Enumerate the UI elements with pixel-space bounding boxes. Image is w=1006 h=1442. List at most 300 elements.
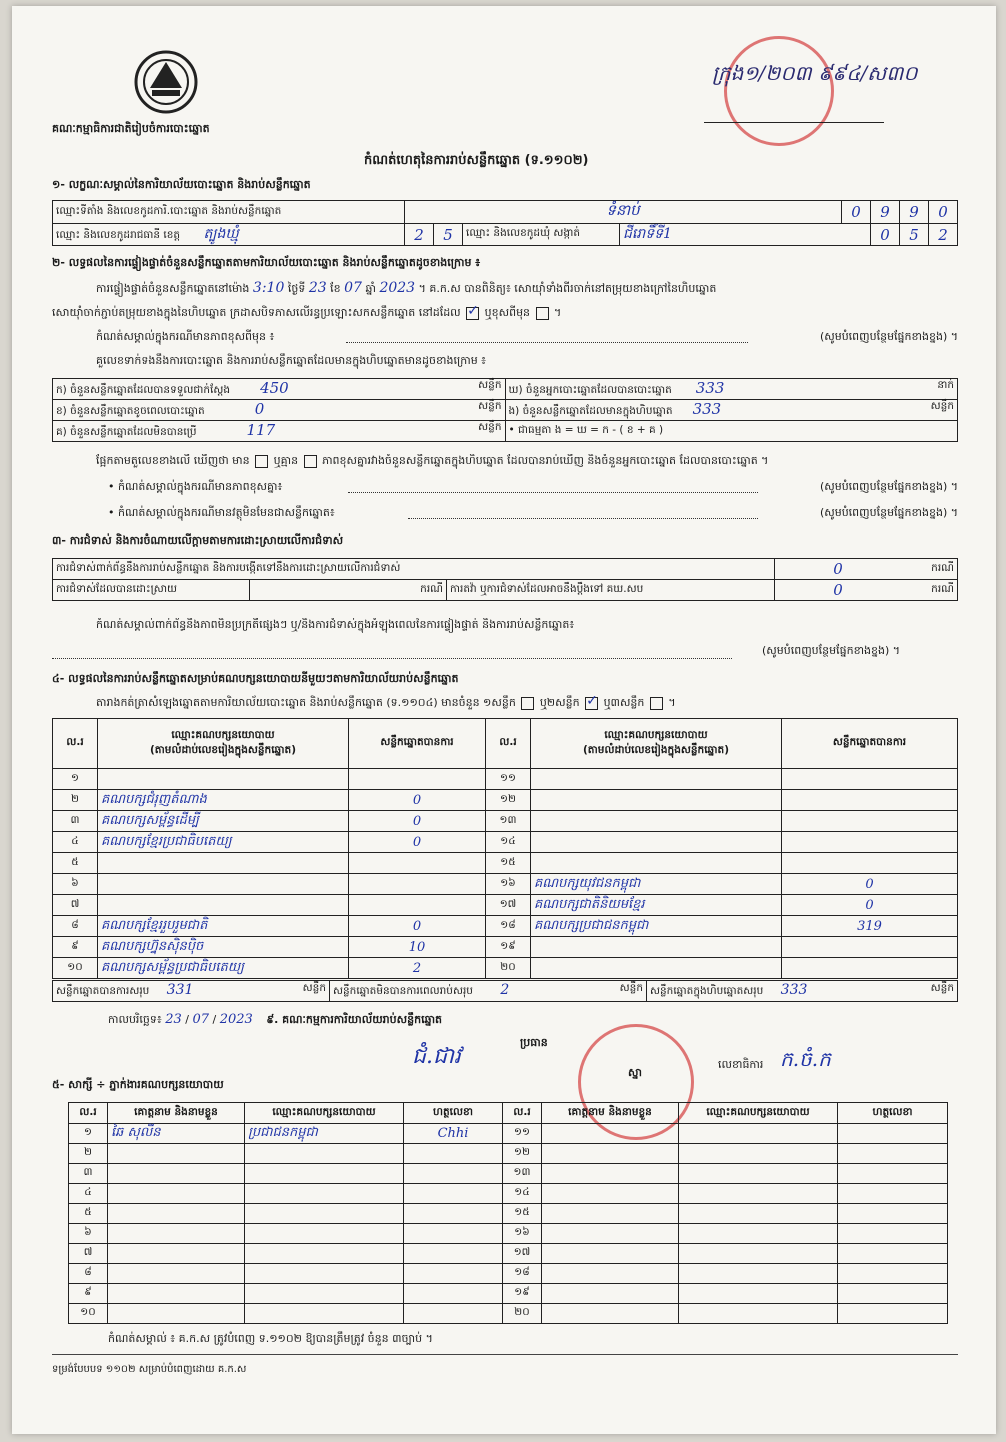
witness-party-right: [679, 1224, 838, 1244]
bullet-foreign-object-label: • កំណត់សម្គាល់ក្នុងករណីមានវត្ថុមិនមែនជាសន្លឹកឆ្នោត៖: [108, 506, 335, 519]
irregularity-note: កំណត់សម្គាល់ពាក់ព័ន្ធនឹងភាពមិនប្រក្រតីផ្សេងៗ ឬ/និងការជំទាស់ក្នុងអំឡុងពេលនៃការផ្ទៀងផ្ទាត់ និងការរាប់សន្លឹកឆ្នោត៖: [96, 618, 575, 631]
witness-signature-right: [838, 1284, 948, 1304]
table-row: [69, 1264, 948, 1284]
w-col-party-left: ឈ្មោះគណបក្សនយោបាយ: [245, 1103, 404, 1124]
witness-no-left: ២: [69, 1144, 108, 1164]
witness-no-right: ១៦: [503, 1224, 542, 1244]
witness-no-right: ២០: [503, 1304, 542, 1324]
witness-party-right: [679, 1204, 838, 1224]
row-no-right: ១៧: [486, 895, 531, 916]
commune-label: ឈ្មោះ និងលេខកូដឃុំ សង្កាត់: [463, 224, 620, 246]
witness-party-left: [245, 1264, 404, 1284]
row-no-right: ១៤: [486, 832, 531, 853]
appealable-label: ការតវ៉ា ឬការជំទាស់ដែលអាចនឹងប្តឹងទៅ គឃ.សប: [447, 580, 775, 601]
complaints-unit: ករណី: [901, 559, 958, 580]
party-name-left: គណបក្សជំរុញតំណាង: [98, 790, 349, 811]
two-sheets-label: ឬ២សន្លឹក: [539, 696, 580, 709]
party-name-right: [531, 958, 782, 979]
witness-name-right: [542, 1224, 679, 1244]
form-title: កំណត់ហេតុនៃការរាប់សន្លឹកឆ្នោត (ទ.១១០២): [364, 153, 589, 168]
table-row: [69, 1144, 948, 1164]
appealable-count: 0: [775, 580, 902, 601]
witness-name-left: [108, 1164, 245, 1184]
witness-signature-left: [404, 1204, 503, 1224]
witness-signature-right: [838, 1264, 948, 1284]
change-note-label: កំណត់សម្គាល់ក្នុងករណីមានភាពខុសពីមុន ៖: [96, 330, 275, 343]
party-name-right: [531, 769, 782, 790]
bullet-discrepancy-dots: [348, 492, 758, 493]
col-party-right-subtitle: (តាមលំដាប់លេខរៀងក្នុងសន្លឹកឆ្នោត): [582, 743, 730, 756]
station-table: [52, 200, 958, 246]
changed-checkbox[interactable]: [536, 307, 549, 320]
witness-no-left: ៣: [69, 1164, 108, 1184]
witness-signature-right: [838, 1184, 948, 1204]
party-name-right: [531, 853, 782, 874]
w-col-sign-left: ហត្ថលេខា: [404, 1103, 503, 1124]
witness-name-right: [542, 1284, 679, 1304]
witness-no-left: ៥: [69, 1204, 108, 1224]
party-name-right: [531, 790, 782, 811]
witness-signature-right: [838, 1304, 948, 1324]
row-no-left: ៦: [53, 874, 98, 895]
witness-signature-left: [404, 1184, 503, 1204]
station-name: ទំនាប់: [405, 201, 842, 224]
col-votes-right: សន្លឹកឆ្នោតបានការ: [782, 719, 958, 769]
signers-label: ៩. គណៈកម្មការការិយាល័យរាប់សន្លឹកឆ្នោត: [266, 1013, 443, 1026]
official-stamp-top: [724, 36, 834, 146]
province-row: [53, 224, 405, 246]
province-code-1: 2: [405, 224, 434, 246]
total-box-value: 333: [780, 982, 808, 998]
w-col-name-left: គោត្តនាម និងនាមខ្លួន: [108, 1103, 245, 1124]
secretary-signature: ក.ចំ.ក: [780, 1047, 831, 1071]
change-note-fill-hint: (សូមបំពេញបន្ថែមផ្នែកខាងខ្នង) ។: [819, 330, 958, 343]
witness-name-left: [108, 1244, 245, 1264]
date-year: 2023: [219, 1012, 253, 1027]
voters-unit: នាក់: [937, 379, 954, 391]
unchanged-checkbox[interactable]: [466, 307, 479, 320]
formula: • ជាធម្មតា ង = ឃ = ក - ( ខ + គ ): [505, 421, 958, 442]
witness-name-left: [108, 1264, 245, 1284]
table-row: [69, 1244, 948, 1264]
voters-cell: [505, 379, 958, 400]
date-month: 07: [192, 1012, 210, 1027]
table-row: [53, 937, 958, 958]
month-label: ខែ: [330, 282, 341, 295]
total-box-label: សន្លឹកឆ្នោតក្នុងហិបឆ្នោតសរុប: [650, 985, 764, 997]
witness-no-left: ៩: [69, 1284, 108, 1304]
witness-no-left: ៧: [69, 1244, 108, 1264]
tally-sheet-count: តារាងកត់ត្រាសំឡេងឆ្នោតតាមការិយាល័យបោះឆ្នោត និងរាប់សន្លឹកឆ្នោត (ទ.១១០៤) មានចំនួន ១សន្លឹក ឬ២សន្លឹក ✓ ឬ៣សន្លឹក ។: [96, 696, 676, 712]
total-valid-cell: [53, 981, 330, 1002]
bullet-discrepancy-label: • កំណត់សម្គាល់ក្នុងករណីមានភាពខុសគ្នា៖: [108, 480, 283, 493]
row-no-right: ១៦: [486, 874, 531, 895]
table-row: [53, 853, 958, 874]
no-discrepancy-label: ឬគ្មាន: [273, 454, 299, 467]
votes-left: [349, 874, 486, 895]
votes-left: [349, 895, 486, 916]
witness-party-left: [245, 1304, 404, 1324]
document-page: [12, 6, 996, 1434]
row-no-left: ២: [53, 790, 98, 811]
witness-no-right: ១១: [503, 1124, 542, 1144]
witness-name-right: [542, 1304, 679, 1324]
president-label: ប្រធាន: [520, 1036, 548, 1049]
in-box-value: 333: [692, 400, 722, 418]
witness-name-left: [108, 1304, 245, 1324]
total-invalid-unit: សន្លឹក: [619, 982, 643, 994]
col-no-left: ល.រ: [53, 719, 98, 769]
w-col-name-right: គោត្តនាម និងនាមខ្លួន: [542, 1103, 679, 1124]
handwritten-ref: ក្រុង១/២០៣ ៩៩៤/ស៣០: [712, 61, 918, 85]
witness-party-left: [245, 1224, 404, 1244]
row-no-left: ៧: [53, 895, 98, 916]
col-party-left: [98, 719, 349, 769]
verification-time-label: ការផ្ទៀងផ្ទាត់ចំនួនសន្លឹកឆ្នោតនៅម៉ោង: [96, 282, 250, 295]
witness-name-left: ឆៃ សុលីន: [108, 1124, 245, 1144]
witness-name-right: [542, 1184, 679, 1204]
witness-party-right: [679, 1284, 838, 1304]
table-row: [53, 958, 958, 979]
total-valid-value: 331: [166, 982, 194, 998]
station-code-1: 0: [842, 201, 871, 224]
commune-code-1: 0: [871, 224, 900, 246]
votes-right: 319: [782, 916, 958, 937]
section1-heading: ១- លក្ខណៈសម្គាល់នៃការិយាល័យបោះឆ្នោត និងរាប់សន្លឹកឆ្នោត: [52, 178, 311, 191]
tally-sheet-text: តារាងកត់ត្រាសំឡេងឆ្នោតតាមការិយាល័យបោះឆ្នោត និងរាប់សន្លឹកឆ្នោត (ទ.១១០៤) មានចំនួន ១សន្លឹក: [96, 696, 516, 709]
row-no-left: ៩: [53, 937, 98, 958]
party-name-left: គណបក្សសម្ព័ន្ធប្រជាធិបតេយ្យ: [98, 958, 349, 979]
table-row: [69, 1124, 948, 1144]
witness-no-right: ១២: [503, 1144, 542, 1164]
spoiled-unit: សន្លឹក: [478, 400, 502, 412]
president-signature: ជំ.ជាវ: [412, 1044, 461, 1069]
votes-left: [349, 853, 486, 874]
bullet-discrepancy-hint: (សូមបំពេញបន្ថែមផ្នែកខាងខ្នង) ។: [819, 480, 958, 493]
in-box-label: ង) ចំនួនសន្លឹកឆ្នោតដែលមានក្នុងហិបឆ្នោត: [508, 405, 673, 417]
w-col-no-left: ល.រ: [69, 1103, 108, 1124]
witness-party-left: ប្រជាជនកម្ពុជា: [245, 1124, 404, 1144]
witness-party-right: [679, 1164, 838, 1184]
table-row: [53, 769, 958, 790]
witness-name-left: [108, 1144, 245, 1164]
witness-no-left: ៤: [69, 1184, 108, 1204]
unused-value: 117: [246, 421, 276, 439]
party-name-left: គណបក្សហ្វ៊ុនស៊ិនប៉ិច: [98, 937, 349, 958]
witness-party-right: [679, 1244, 838, 1264]
party-name-left: [98, 895, 349, 916]
province-label: ឈ្មោះ និងលេខកូដរាជធានី ខេត្ត: [56, 229, 181, 241]
table-row: [53, 895, 958, 916]
row-no-right: ១១: [486, 769, 531, 790]
nec-emblem: [130, 48, 202, 116]
votes-right: [782, 853, 958, 874]
witness-signature-left: [404, 1164, 503, 1184]
witness-party-left: [245, 1184, 404, 1204]
discrepancy-text: ផ្អែកតាមតួលេខខាងលើ ឃើញថា មាន: [96, 454, 250, 467]
three-sheets-checkbox[interactable]: [650, 697, 663, 710]
secretary-label: លេខាធិការ: [718, 1058, 764, 1071]
votes-right: [782, 790, 958, 811]
complaints-count: 0: [775, 559, 902, 580]
table-row: [69, 1284, 948, 1304]
verification-day: 23: [308, 280, 327, 296]
col-party-left-subtitle: (តាមលំដាប់លេខរៀងក្នុងសន្លឹកឆ្នោត): [149, 743, 297, 756]
party-name-right: [531, 937, 782, 958]
received-value: 450: [260, 379, 289, 397]
table-row: [69, 1184, 948, 1204]
witness-name-left: [108, 1204, 245, 1224]
votes-left: 0: [349, 916, 486, 937]
witness-party-left: [245, 1144, 404, 1164]
witness-no-left: ១០: [69, 1304, 108, 1324]
row-no-left: ១: [53, 769, 98, 790]
witness-no-left: ៨: [69, 1264, 108, 1284]
table-row: [69, 1204, 948, 1224]
change-note-line: [96, 330, 958, 346]
received-unit: សន្លឹក: [478, 379, 502, 391]
two-sheets-checkbox[interactable]: [585, 697, 598, 710]
commune-code-2: 5: [900, 224, 929, 246]
appealable-unit: ករណី: [901, 580, 958, 601]
verification-time: 3:10: [252, 280, 285, 296]
spoiled-label: ខ) ចំនួនសន្លឹកឆ្នោតខូចពេលបោះឆ្នោត: [56, 405, 205, 417]
witness-party-right: [679, 1304, 838, 1324]
station-code-2: 9: [871, 201, 900, 224]
col-party-right: [531, 719, 782, 769]
witness-signature-left: [404, 1224, 503, 1244]
votes-left: 2: [349, 958, 486, 979]
party-name-right: [531, 832, 782, 853]
section4-heading: ៤- លទ្ធផលនៃការរាប់សន្លឹកឆ្នោតសម្រាប់គណបក្សនយោបាយនីមួយៗតាមការិយាល័យរាប់សន្លឹកឆ្នោត: [52, 672, 459, 685]
witness-name-right: [542, 1204, 679, 1224]
witness-party-left: [245, 1164, 404, 1184]
votes-left: 0: [349, 832, 486, 853]
commune-code-3: 2: [929, 224, 958, 246]
totals-row: [52, 980, 958, 1002]
discrepancy-text-2: ភាពខុសគ្នារវាងចំនួនសន្លឹកឆ្នោតក្នុងហិបឆ្នោត ដែលបានរាប់ឃើញ និងចំនួនអ្នកបោះឆ្នោត ដែលបានបោះឆ្នោត ។: [322, 454, 769, 467]
col-no-right: ល.រ: [486, 719, 531, 769]
witness-no-right: ១៣: [503, 1164, 542, 1184]
witness-name-right: [542, 1124, 679, 1144]
witness-party-right: [679, 1264, 838, 1284]
table-row: [69, 1224, 948, 1244]
footnote: កំណត់សម្គាល់ ៖ គ.ក.ស ត្រូវបំពេញ ទ.១១០២ ឱ្យបានត្រឹមត្រូវ ចំនួន ៣ច្បាប់ ។: [108, 1332, 433, 1345]
no-discrepancy-checkbox[interactable]: [304, 455, 317, 468]
ref-underline: [704, 122, 884, 123]
date-day: 23: [165, 1012, 182, 1027]
row-no-left: ៨: [53, 916, 98, 937]
spoiled-cell: [53, 400, 506, 421]
votes-left: [349, 769, 486, 790]
party-name-right: គណបក្សជាតិនិយមខ្មែរ: [531, 895, 782, 916]
witness-name-left: [108, 1184, 245, 1204]
received-label: ក) ចំនួនសន្លឹកឆ្នោតដែលបានទទួលជាក់ស្តែង: [56, 384, 231, 396]
verification-year: 2023: [379, 280, 416, 296]
bullet-foreign-object-dots: [408, 518, 758, 519]
in-box-cell: [505, 400, 958, 421]
committee-name: គណៈកម្មាធិការជាតិរៀបចំការបោះឆ្នោត: [52, 122, 210, 135]
votes-right: 0: [782, 874, 958, 895]
witness-party-right: [679, 1144, 838, 1164]
witness-signature-right: [838, 1204, 948, 1224]
irregularity-dots: [52, 658, 732, 659]
witness-no-right: ១៧: [503, 1244, 542, 1264]
resolved-label: ការជំទាស់ដែលបានដោះស្រាយ: [53, 580, 250, 601]
witness-name-right: [542, 1144, 679, 1164]
province-name: ត្បូងឃ្មុំ: [203, 226, 239, 242]
votes-right: [782, 937, 958, 958]
witness-signature-left: [404, 1304, 503, 1324]
row-no-right: ១៩: [486, 937, 531, 958]
commune-name: ជីរោទិ៍ទី1: [620, 224, 871, 246]
witness-party-left: [245, 1244, 404, 1264]
witness-party-left: [245, 1284, 404, 1304]
witness-name-right: [542, 1264, 679, 1284]
discrepancy-line: [96, 454, 966, 470]
party-results-table: [52, 718, 958, 979]
witness-signature-right: [838, 1124, 948, 1144]
witness-signature-left: [404, 1284, 503, 1304]
footer-rule: [52, 1354, 958, 1355]
verification-paragraph-2: សោយ៉ាំចាក់ភ្ជាប់តម្រុយខាងក្នុងនៃហិបឆ្នោត ក្រដាសបិទភាសលើរន្ធប្រឡោះសកសន្លឹកឆ្នោត នៅដដែល ✓ ឬខុសពីមុន ។: [52, 306, 561, 322]
in-box-unit: សន្លឹក: [930, 400, 954, 412]
table-row: [53, 874, 958, 895]
party-name-left: [98, 874, 349, 895]
row-no-right: ១៥: [486, 853, 531, 874]
total-box-cell: [647, 981, 958, 1002]
party-name-left: [98, 769, 349, 790]
votes-left: 0: [349, 811, 486, 832]
votes-right: [782, 958, 958, 979]
year-label: ឆ្នាំ: [365, 282, 376, 295]
witness-no-right: ១៥: [503, 1204, 542, 1224]
changed-label: ឬខុសពីមុន: [484, 306, 531, 319]
row-no-left: ១០: [53, 958, 98, 979]
row-no-left: ៥: [53, 853, 98, 874]
w-col-sign-right: ហត្ថលេខា: [838, 1103, 948, 1124]
bullet-foreign-object-hint: (សូមបំពេញបន្ថែមផ្នែកខាងខ្នង) ។: [819, 506, 958, 519]
witness-signature-left: [404, 1264, 503, 1284]
table-row: [53, 811, 958, 832]
change-note-dots: [346, 342, 748, 343]
section5-heading: ៥- សាក្សី ÷ ភ្នាក់ងារគណបក្សនយោបាយ: [52, 1078, 224, 1091]
table-row: [53, 916, 958, 937]
verification-month: 07: [344, 280, 362, 296]
table-row: [53, 832, 958, 853]
total-invalid-cell: [330, 981, 647, 1002]
w-col-no-right: ល.រ: [503, 1103, 542, 1124]
witness-no-right: ១៩: [503, 1284, 542, 1304]
party-name-left: គណបក្សខ្មែររួបរួមជាតិ: [98, 916, 349, 937]
witness-no-right: ១៨: [503, 1264, 542, 1284]
witness-signature-right: [838, 1144, 948, 1164]
witness-no-left: ៦: [69, 1224, 108, 1244]
irregularity-fill-hint: (សូមបំពេញបន្ថែមផ្នែកខាងខ្នង) ។: [762, 644, 901, 657]
bullet-discrepancy-note: [108, 480, 958, 496]
member-label: ស្នា: [628, 1066, 642, 1079]
station-code-4: 0: [929, 201, 958, 224]
col-party-right-title: ឈ្មោះគណបក្សនយោបាយ: [604, 728, 708, 741]
witness-name-left: [108, 1284, 245, 1304]
witness-no-left: ១: [69, 1124, 108, 1144]
witness-party-right: [679, 1184, 838, 1204]
witness-signature-right: [838, 1164, 948, 1184]
votes-left: 0: [349, 790, 486, 811]
votes-right: [782, 769, 958, 790]
witness-signature-right: [838, 1224, 948, 1244]
witness-signature-left: [404, 1144, 503, 1164]
row-no-right: ១៨: [486, 916, 531, 937]
row-no-right: ២០: [486, 958, 531, 979]
party-name-right: [531, 811, 782, 832]
total-box-unit: សន្លឹក: [930, 982, 954, 994]
verification-text: ។ គ.ក.ស បានពិនិត្យ៖ សោយ៉ាំទាំងពីរចាក់នៅតម្រុយខាងក្រៅនៃហិបឆ្នោត: [418, 282, 717, 295]
total-invalid-label: សន្លឹកឆ្នោតមិនបានការពេលរាប់សរុប: [333, 985, 473, 997]
witness-signature-left: [404, 1244, 503, 1264]
votes-right: [782, 832, 958, 853]
section2-heading: ២- លទ្ធផលនៃការផ្ទៀងផ្ទាត់ចំនួនសន្លឹកឆ្នោតតាមការិយាល័យបោះឆ្នោត និងរាប់សន្លឹកឆ្នោតដូចខាងក្រោម ៖: [52, 256, 481, 269]
row-no-right: ១២: [486, 790, 531, 811]
witness-party-left: [245, 1204, 404, 1224]
date-line: កាលបរិច្ឆេទ៖ 23 / 07 / 2023 ៩. គណៈកម្មការការិយាល័យរាប់សន្លឹកឆ្នោត: [108, 1012, 443, 1027]
figures-intro: គួលេខទាក់ទងនឹងការបោះឆ្នោត និងការរាប់សន្លឹកឆ្នោតដែលមានក្នុងហិបឆ្នោតមានដូចខាងក្រោម ៖: [96, 354, 487, 367]
table-row: [69, 1164, 948, 1184]
has-discrepancy-checkbox[interactable]: [255, 455, 268, 468]
unused-cell: [53, 421, 506, 442]
total-invalid-value: 2: [500, 982, 510, 998]
witness-name-right: [542, 1164, 679, 1184]
row-no-left: ៤: [53, 832, 98, 853]
province-code-2: 5: [434, 224, 463, 246]
one-sheet-checkbox[interactable]: [521, 697, 534, 710]
day-label: ថ្ងៃទី: [287, 282, 306, 295]
three-sheets-label: ឬ៣សន្លឹក: [603, 696, 645, 709]
total-valid-label: សន្លឹកឆ្នោតបានការសរុប: [56, 985, 150, 997]
seal-status-text: សោយ៉ាំចាក់ភ្ជាប់តម្រុយខាងក្នុងនៃហិបឆ្នោត ក្រដាសបិទភាសលើរន្ធប្រឡោះសកសន្លឹកឆ្នោត នៅដដែល: [52, 306, 461, 319]
party-name-left: គណបក្សសម្ព័ន្ធដើម្បី: [98, 811, 349, 832]
party-name-right: គណបក្សយុវជនកម្ពុជា: [531, 874, 782, 895]
witness-signature-left: Chhi: [404, 1124, 503, 1144]
row-no-left: ៣: [53, 811, 98, 832]
party-name-left: [98, 853, 349, 874]
total-valid-unit: សន្លឹក: [302, 982, 326, 994]
unused-label: គ) ចំនួនសន្លឹកឆ្នោតដែលមិនបានប្រើ: [56, 426, 197, 438]
unused-unit: សន្លឹក: [478, 421, 502, 433]
spoiled-value: 0: [254, 400, 265, 418]
form-footer: ទម្រង់បែបបទ ១១០២ សម្រាប់បំពេញដោយ គ.ក.ស: [52, 1364, 247, 1375]
ballot-figures-table: [52, 378, 958, 442]
col-votes-left: សន្លឹកឆ្នោតបានការ: [349, 719, 486, 769]
witness-table: [68, 1102, 948, 1324]
witness-name-right: [542, 1244, 679, 1264]
votes-left: 10: [349, 937, 486, 958]
voters-value: 333: [695, 379, 725, 397]
votes-right: [782, 811, 958, 832]
col-party-left-title: ឈ្មោះគណបក្សនយោបាយ: [171, 728, 275, 741]
station-code-3: 9: [900, 201, 929, 224]
section3-heading: ៣- ការជំទាស់ និងការចំណាយលើក្តាមតាមការដោះស្រាយលើការជំទាស់: [52, 534, 344, 547]
w-col-party-right: ឈ្មោះគណបក្សនយោបាយ: [679, 1103, 838, 1124]
table-row: [53, 790, 958, 811]
party-name-right: គណបក្សប្រជាជនកម្ពុជា: [531, 916, 782, 937]
bullet-foreign-object-note: [108, 506, 958, 522]
voters-label: ឃ) ចំនួនអ្នកបោះឆ្នោតដែលបានបោះឆ្នោត: [508, 384, 672, 396]
row-no-right: ១៣: [486, 811, 531, 832]
verification-paragraph-1: [96, 280, 966, 298]
station-label: ឈ្មោះទីតាំង និងលេខកូដការិ.បោះឆ្នោត និងរាប់សន្លឹកឆ្នោត: [53, 201, 405, 224]
table-row: [69, 1304, 948, 1324]
